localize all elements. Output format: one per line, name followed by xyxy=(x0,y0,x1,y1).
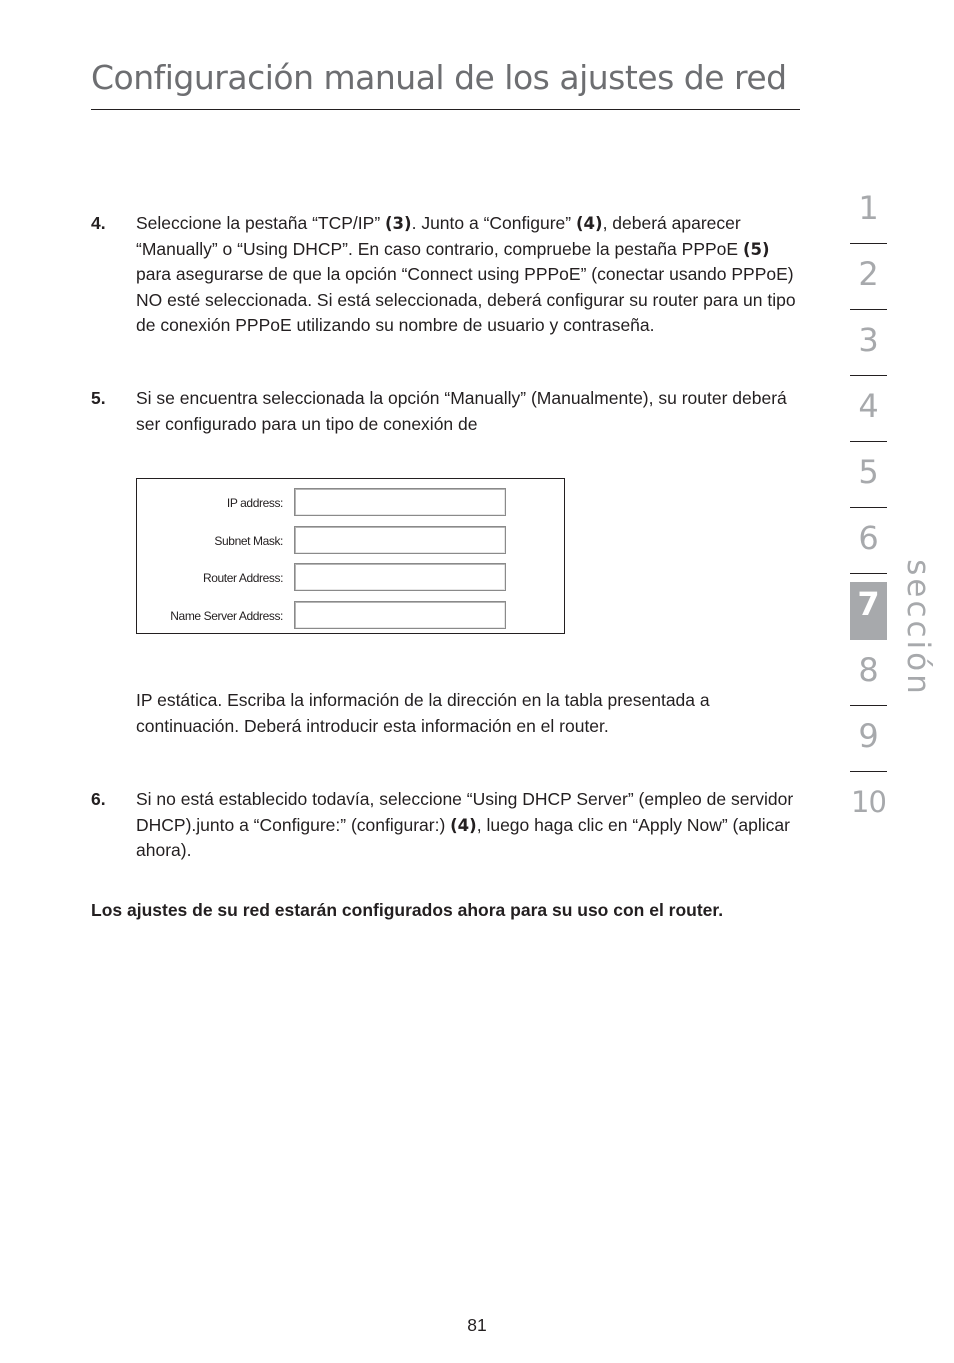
step-text-run: Si se encuentra seleccionada la opción “Manually” (Manualmente), su router deberá ser configurado para un tipo de conexión de xyxy=(136,388,787,434)
section-label xyxy=(898,559,938,697)
section-nav-number: 9 xyxy=(858,717,879,755)
name-server-address-label: Name Server Address: xyxy=(170,609,283,623)
section-nav-item-3[interactable] xyxy=(850,318,887,376)
step-text-run: Seleccione la pestaña “TCP/IP” xyxy=(136,213,386,233)
callout-reference: (5) xyxy=(742,239,770,259)
step-text-run: , deberá aparecer “Manually” o “Using DHCP”. En caso contrario, compruebe la pestaña PPPoE xyxy=(136,213,743,259)
form-row-subnet-mask xyxy=(137,526,564,556)
section-nav-divider xyxy=(850,507,887,508)
section-nav-item-9[interactable] xyxy=(850,714,887,772)
section-nav-number: 1 xyxy=(858,189,879,227)
step-text-run: , luego haga clic en “Apply Now” (aplicar ahora). xyxy=(136,814,790,860)
step-number: 6. xyxy=(91,789,106,809)
page-number: 81 xyxy=(467,1315,487,1335)
section-nav-item-2[interactable] xyxy=(850,252,887,310)
section-nav-number: 6 xyxy=(858,519,879,557)
title-divider xyxy=(91,109,800,110)
step-text xyxy=(136,211,806,339)
step-number: 4. xyxy=(91,213,106,233)
form-row-router-address xyxy=(137,563,564,593)
step-text xyxy=(136,787,806,864)
page-title: Configuración manual de los ajustes de red xyxy=(91,58,787,97)
step-5 xyxy=(91,386,806,437)
conclusion-note: Los ajustes de su red estarán configurados ahora para su uso con el router. xyxy=(91,900,724,920)
section-nav-number: 4 xyxy=(858,387,879,425)
step-6 xyxy=(91,787,806,864)
router-address-input[interactable] xyxy=(294,563,506,591)
step-text-run: Si no está establecido todavía, seleccione “Using DHCP Server” (empleo de servidor DHCP).junto a “Configure:” (configurar:) xyxy=(136,789,794,835)
ip-address-input[interactable] xyxy=(294,488,506,516)
section-nav-number: 3 xyxy=(858,321,879,359)
section-nav-divider xyxy=(850,309,887,310)
section-nav-number: 10 xyxy=(851,785,886,819)
step-4 xyxy=(91,211,806,339)
section-nav-item-1[interactable] xyxy=(850,186,887,244)
form-row-ip-address xyxy=(137,488,564,518)
section-nav-number: 7 xyxy=(857,585,880,623)
section-nav-item-5[interactable] xyxy=(850,450,887,508)
section-nav-divider xyxy=(850,705,887,706)
callout-reference: (4) xyxy=(575,214,603,233)
router-address-label: Router Address: xyxy=(202,571,283,585)
section-nav-item-8[interactable] xyxy=(850,648,887,706)
static-ip-form-screenshot xyxy=(136,478,565,634)
subnet-mask-label: Subnet Mask: xyxy=(214,534,283,548)
section-nav-divider xyxy=(850,243,887,244)
section-nav-divider xyxy=(850,375,887,376)
step-text-run: para asegurarse de que la opción “Connect using PPPoE” (conectar usando PPPoE) NO esté seleccionada. Si está seleccionada, deberá configurar su router para un tipo de conexión PPPoE utilizando su nombre de usuario y contraseña. xyxy=(136,264,796,335)
section-nav-number: 5 xyxy=(858,453,879,491)
section-nav-divider xyxy=(850,573,887,574)
section-label-text: sección xyxy=(900,559,936,697)
section-nav-item-6[interactable] xyxy=(850,516,887,574)
section-nav-number: 8 xyxy=(858,651,879,689)
section-nav-number: 2 xyxy=(858,255,879,293)
callout-reference: (3) xyxy=(385,214,412,233)
section-nav xyxy=(850,186,887,846)
section-nav-item-7[interactable] xyxy=(850,582,887,640)
section-nav-item-4[interactable] xyxy=(850,384,887,442)
subnet-mask-input[interactable] xyxy=(294,526,506,554)
step-5-continued: IP estática. Escriba la información de la dirección en la tabla presentada a continuación. Deberá introducir esta información en el router. xyxy=(136,690,710,736)
ip-address-label: IP address: xyxy=(226,496,283,510)
section-nav-divider xyxy=(850,441,887,442)
step-text xyxy=(136,386,806,437)
step-text-run: . Junto a “Configure” xyxy=(411,213,576,233)
name-server-address-input[interactable] xyxy=(294,601,506,629)
form-row-name-server-address xyxy=(137,601,564,631)
callout-reference: (4) xyxy=(450,815,477,835)
section-nav-divider xyxy=(850,771,887,772)
section-nav-item-10[interactable] xyxy=(850,780,887,838)
step-number: 5. xyxy=(91,388,106,408)
